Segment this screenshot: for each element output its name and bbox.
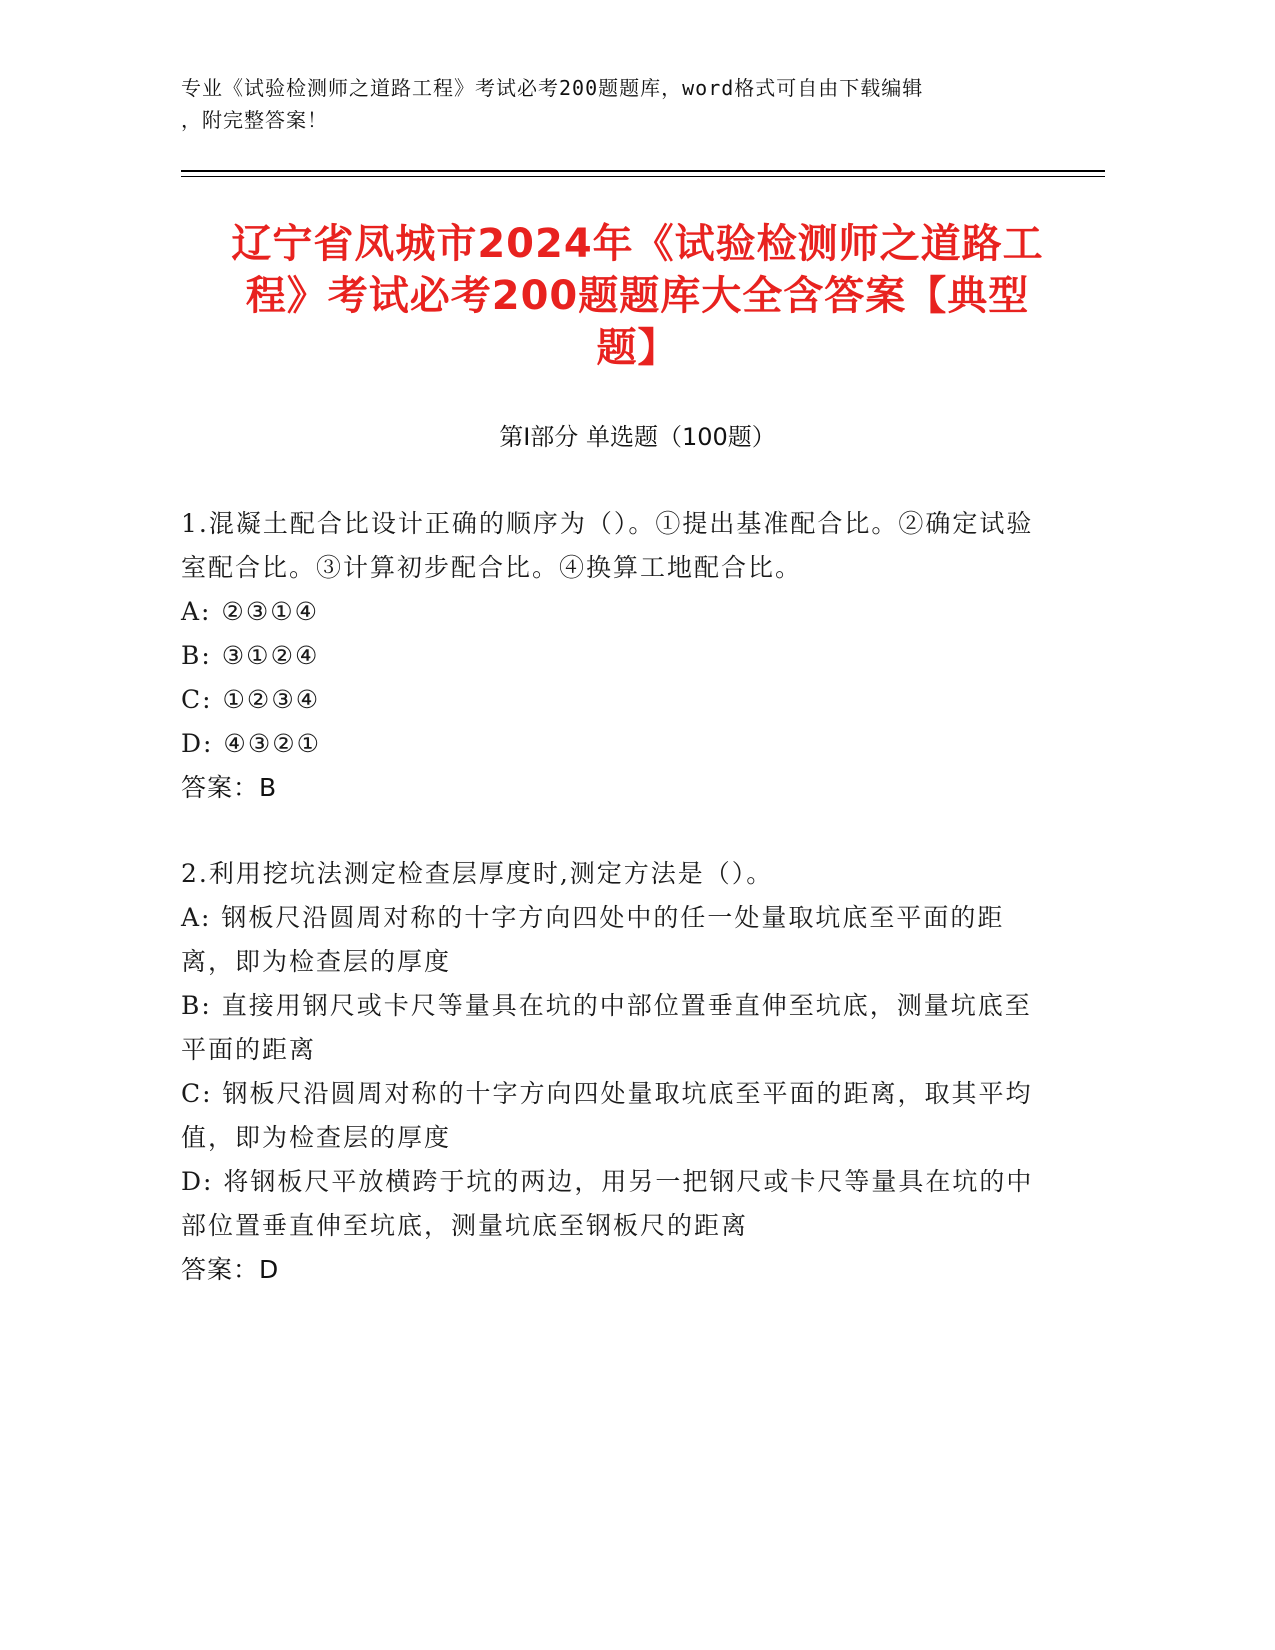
- header-rule-thick: [181, 170, 1105, 172]
- title-line-2: 程》考试必考200题题库大全含答案【典型: [245, 273, 1030, 319]
- question-2-option-d: D: 将钢板尺平放横跨于坑的两边，用另一把钢尺或卡尺等量具在坑的中部位置垂直伸至坑底，测量坑底至钢板尺的距离: [181, 1167, 1034, 1240]
- question-2-option-b: B: 直接用钢尺或卡尺等量具在坑的中部位置垂直伸至坑底，测量坑底至平面的距离: [181, 991, 1032, 1064]
- question-1-answer: 答案：B: [181, 773, 278, 802]
- question-2-stem: 2.利用挖坑法测定检查层厚度时,测定方法是（）。: [181, 859, 774, 888]
- header-note-line-1: 专业《试验检测师之道路工程》考试必考200题题库，word格式可自由下载编辑: [181, 76, 924, 100]
- question-1-stem: 1.混凝土配合比设计正确的顺序为（）。①提出基准配合比。②确定试验室配合比。③计算初步配合比。④换算工地配合比。: [181, 509, 1034, 582]
- section-heading: 第Ⅰ部分 单选题（100题）: [499, 423, 776, 451]
- title-line-3: 题】: [596, 325, 679, 371]
- header-rule-thin: [181, 176, 1105, 177]
- header-note: [181, 72, 1041, 136]
- question-1-option-c: C: ①②③④: [181, 685, 321, 714]
- question-2-option-a: A: 钢板尺沿圆周对称的十字方向四处中的任一处量取坑底至平面的距离，即为检查层的厚度: [181, 903, 1005, 976]
- question-2-option-c: C: 钢板尺沿圆周对称的十字方向四处量取坑底至平面的距离，取其平均值，即为检查层的厚度: [181, 1079, 1033, 1152]
- question-1: [181, 502, 1041, 810]
- question-2: [181, 852, 1041, 1292]
- question-1-option-b: B: ③①②④: [181, 641, 320, 670]
- title-line-1: 辽宁省凤城市2024年《试验检测师之道路工: [231, 221, 1044, 267]
- question-1-option-d: D: ④③②①: [181, 729, 322, 758]
- document-title: [150, 218, 1125, 374]
- header-note-line-2: ，附完整答案！: [181, 108, 328, 132]
- question-2-answer: 答案：D: [181, 1255, 280, 1284]
- question-1-option-a: A: ②③①④: [181, 597, 320, 626]
